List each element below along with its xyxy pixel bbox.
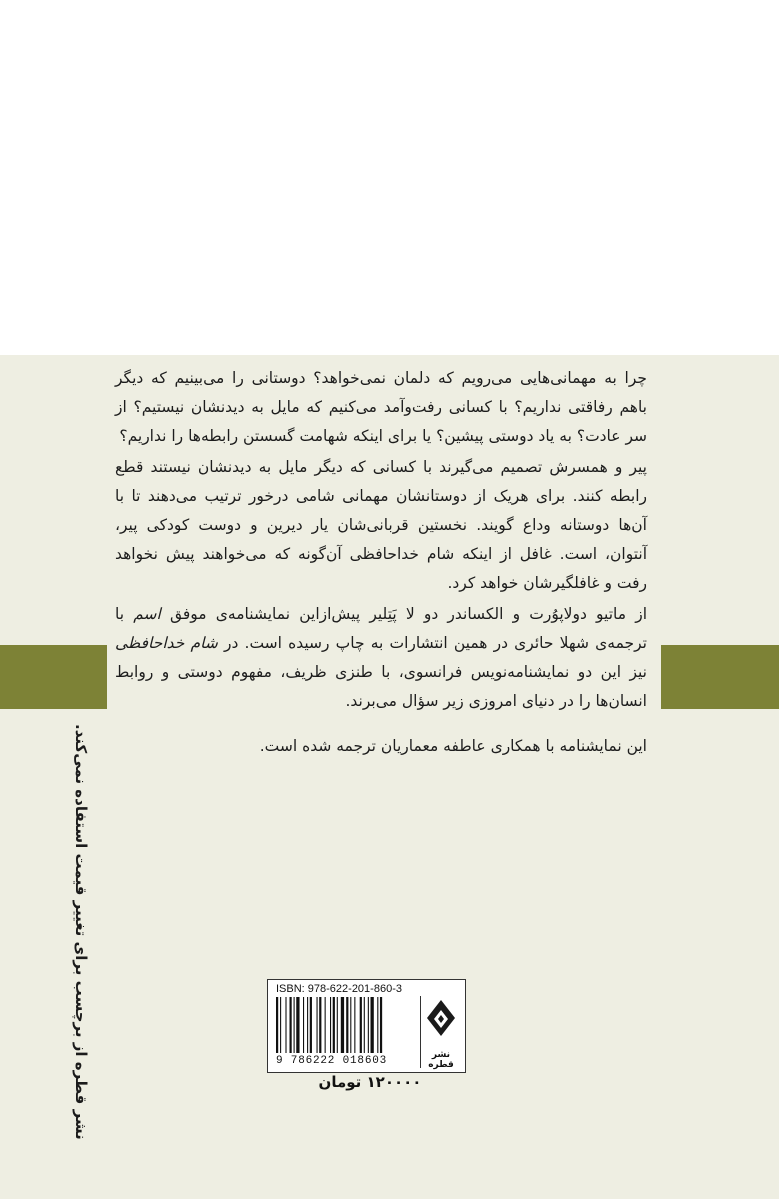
play-title-sham: شام خداحافظی [115,634,218,652]
blurb-paragraph-1: چرا به مهمانی‌هایی می‌رویم که دلمان نمی‌خواهد؟ دوستانی را می‌بینیم که دیگر باهم رفاقتی نداریم؟ با کسانی رفت‌وآمد می‌کنیم که مایل به دیدنشان نیستیم؟ از سر عادت؟ به یاد دوستی پیشین؟ یا برای اینکه شهامت گسستن رابطه‌ها را نداریم؟ [115,369,647,445]
publisher-logo [420,996,461,1068]
right-color-band [661,645,779,709]
top-white-area [0,0,779,355]
publisher-name: نشر قطره [428,1050,454,1070]
blurb-p3-part-c: نیز این دو نمایشنامه‌نویس فرانسوی، با طنزی ظریف، مفهوم دوستی و روابط انسان‌ها را در دنیای امروزی زیر سؤال می‌برند. [115,663,647,710]
drop-logo-icon [421,996,461,1046]
barcode-box [267,979,466,1073]
barcode [274,997,414,1055]
isbn-text: ISBN: 978-622-201-860-3 [276,983,402,995]
blurb-paragraph-3 [115,600,647,716]
blurb-p3-part-b: با ترجمه‌ی شهلا حائری در همین انتشارات به چاپ رسیده است. در [115,605,647,652]
price-label-note: نشر قطره از برچسب برای تغییر قیمت استفاده نمی‌کند. [72,724,90,1140]
blurb-text [115,364,647,761]
play-title-esm: اسم [133,605,161,623]
price-text: ۱۲۰۰۰۰ تومان [318,1073,422,1091]
blurb-p3-part-a: از ماتیو دولاپوُرت و الکساندر دو لا پَتِلیر پیش‌ازاین نمایشنامه‌ی موفق [160,605,648,623]
translator-note: این نمایشنامه با همکاری عاطفه معماریان ترجمه شده است. [259,737,647,755]
blurb-paragraph-2: پیر و همسرش تصمیم می‌گیرند با کسانی که دیگر مایل به دیدنشان نیستند قطع رابطه کنند. برای هریک از دوستانشان مهمانی شامی درخور ترتیب می‌دهند تا با آن‌ها دوستانه وداع گویند. نخستین قربانی‌شان یار دیرین و دوست کودکی پیر، آنتوان، است. غافل از اینکه شام خداحافظی آن‌گونه که می‌خواهند پیش نخواهد رفت و غافلگیرشان خواهد کرد. [115,458,647,592]
barcode-digits: 9 786222 018603 [276,1055,388,1067]
left-color-band [0,645,107,709]
